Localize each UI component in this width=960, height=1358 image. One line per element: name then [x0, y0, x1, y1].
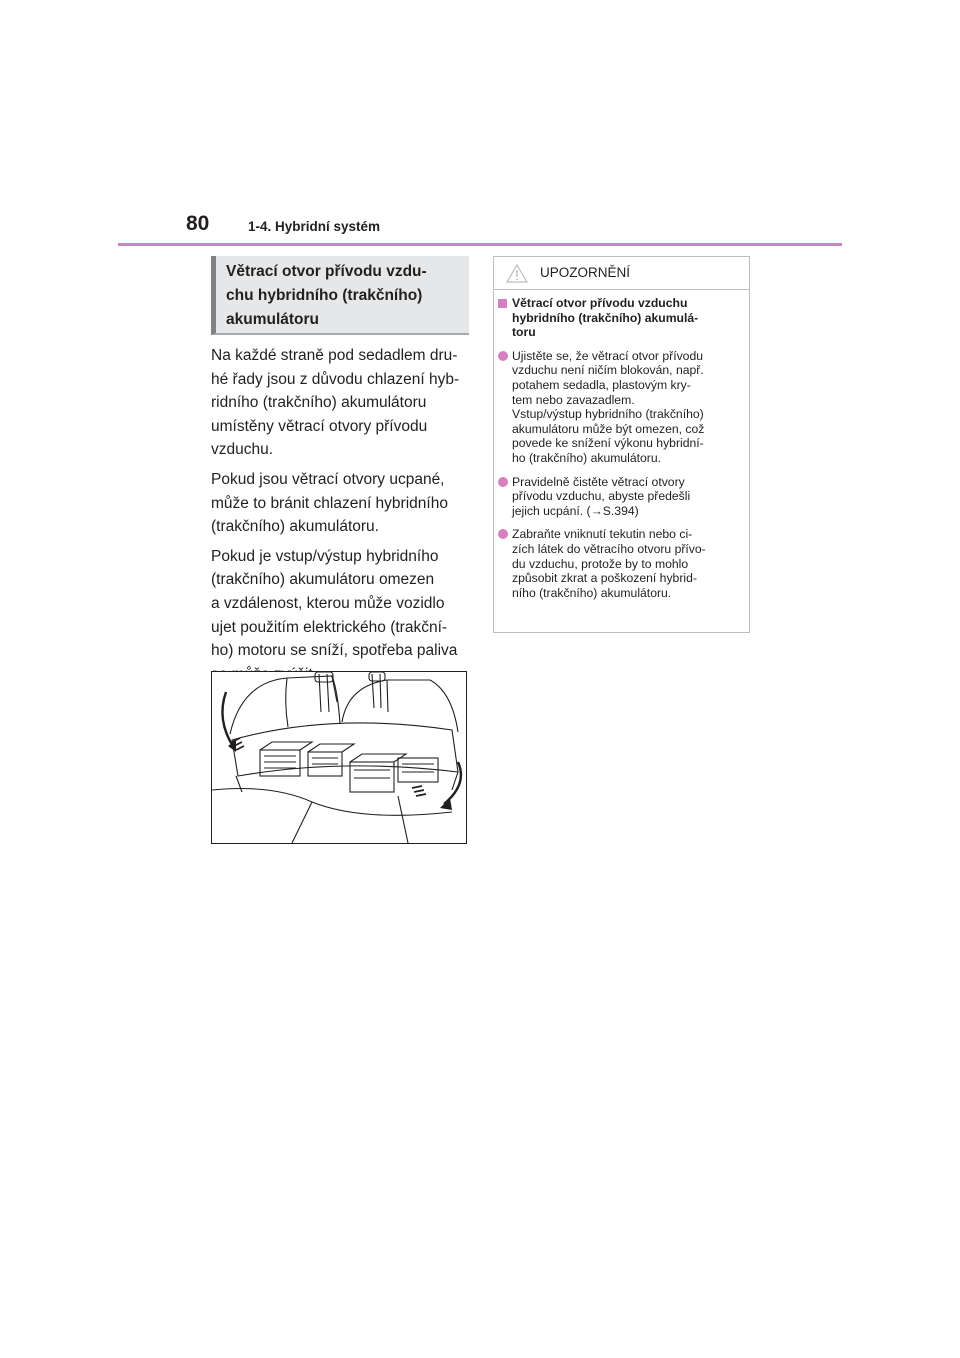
round-bullet-icon [498, 529, 508, 539]
caution-line: jejich ucpání. (→S.394) [512, 503, 639, 518]
body-line: umístěny větrací otvory přívodu [211, 417, 428, 435]
caution-item [498, 475, 741, 519]
topic-heading-line: Větrací otvor přívodu vzdu- [226, 263, 427, 280]
caution-line: přívodu vzduchu, abyste předešli [512, 489, 691, 504]
header-rule [118, 243, 842, 246]
topic-heading-line: akumulátoru [226, 311, 320, 328]
body-line: Pokud jsou větrací otvory ucpané, [211, 470, 445, 488]
caution-item [498, 349, 741, 466]
caution-line: Zabraňte vniknutí tekutin nebo ci- [512, 527, 693, 542]
caution-subheading-line: Větrací otvor přívodu vzduchu [512, 296, 688, 310]
caution-title: UPOZORNĚNÍ [540, 265, 631, 280]
body-text [211, 344, 469, 692]
caution-line: vzduchu není ničím blokován, např. [512, 363, 704, 378]
body-line: a vzdálenost, kterou může vozidlo [211, 594, 445, 612]
caution-line: ního (trakčního) akumulátoru. [512, 585, 672, 600]
caution-line: potahem sedadla, plastovým kry- [512, 377, 691, 392]
rear-seat-vent-figure [211, 671, 467, 844]
body-paragraph [211, 468, 469, 539]
body-line: může to bránit chlazení hybridního [211, 494, 448, 512]
square-bullet-icon [498, 298, 507, 308]
caution-header [494, 257, 749, 290]
body-line: (trakčního) akumulátoru omezen [211, 571, 435, 589]
body-line: vzduchu. [211, 441, 274, 459]
caution-box [493, 256, 750, 633]
caution-subheading-line: toru [512, 325, 536, 340]
body-line: ridního (trakčního) akumulátoru [211, 394, 427, 412]
caution-line: povede ke snížení výkonu hybridní- [512, 436, 704, 451]
caution-subheading-line: hybridního (trakčního) akumulá- [512, 310, 699, 325]
caution-subheading [498, 296, 741, 340]
section-title: 1-4. Hybridní systém [248, 219, 381, 234]
caution-line: ho (trakčního) akumulátoru. [512, 450, 662, 465]
body-line: ujet použitím elektrického (trakční- [211, 618, 448, 636]
body-paragraph [211, 545, 469, 687]
caution-line: tem nebo zavazadlem. [512, 392, 635, 407]
caution-line: Pravidelně čistěte větrací otvory [512, 474, 685, 489]
body-line: Na každé straně pod sedadlem dru- [211, 347, 458, 364]
body-line: ho) motoru se sníží, spotřeba paliva [211, 642, 458, 660]
caution-line: du vzduchu, protože by to mohlo [512, 556, 689, 571]
round-bullet-icon [498, 477, 508, 487]
round-bullet-icon [498, 351, 508, 361]
caution-line: způsobit zkrat a poškození hybrid- [512, 571, 697, 586]
page-number: 80 [186, 212, 210, 235]
caution-line: akumulátoru může být omezen, což [512, 421, 705, 436]
body-line: hé řady jsou z důvodu chlazení hyb- [211, 370, 460, 388]
body-paragraph [211, 344, 469, 462]
rear-seat-air-vent-illustration [212, 672, 466, 843]
topic-heading [211, 256, 469, 335]
body-line: Pokud je vstup/výstup hybridního [211, 547, 439, 565]
warning-triangle-icon [506, 264, 528, 283]
caution-body [494, 290, 749, 600]
caution-line: Vstup/výstup hybridního (trakčního) [512, 407, 704, 422]
caution-line: zích látek do větracího otvoru přívo- [512, 541, 706, 556]
topic-heading-line: chu hybridního (trakčního) [226, 287, 423, 304]
body-line: (trakčního) akumulátoru. [211, 518, 379, 536]
caution-line: Ujistěte se, že větrací otvor přívodu [512, 348, 704, 363]
caution-item [498, 527, 741, 600]
